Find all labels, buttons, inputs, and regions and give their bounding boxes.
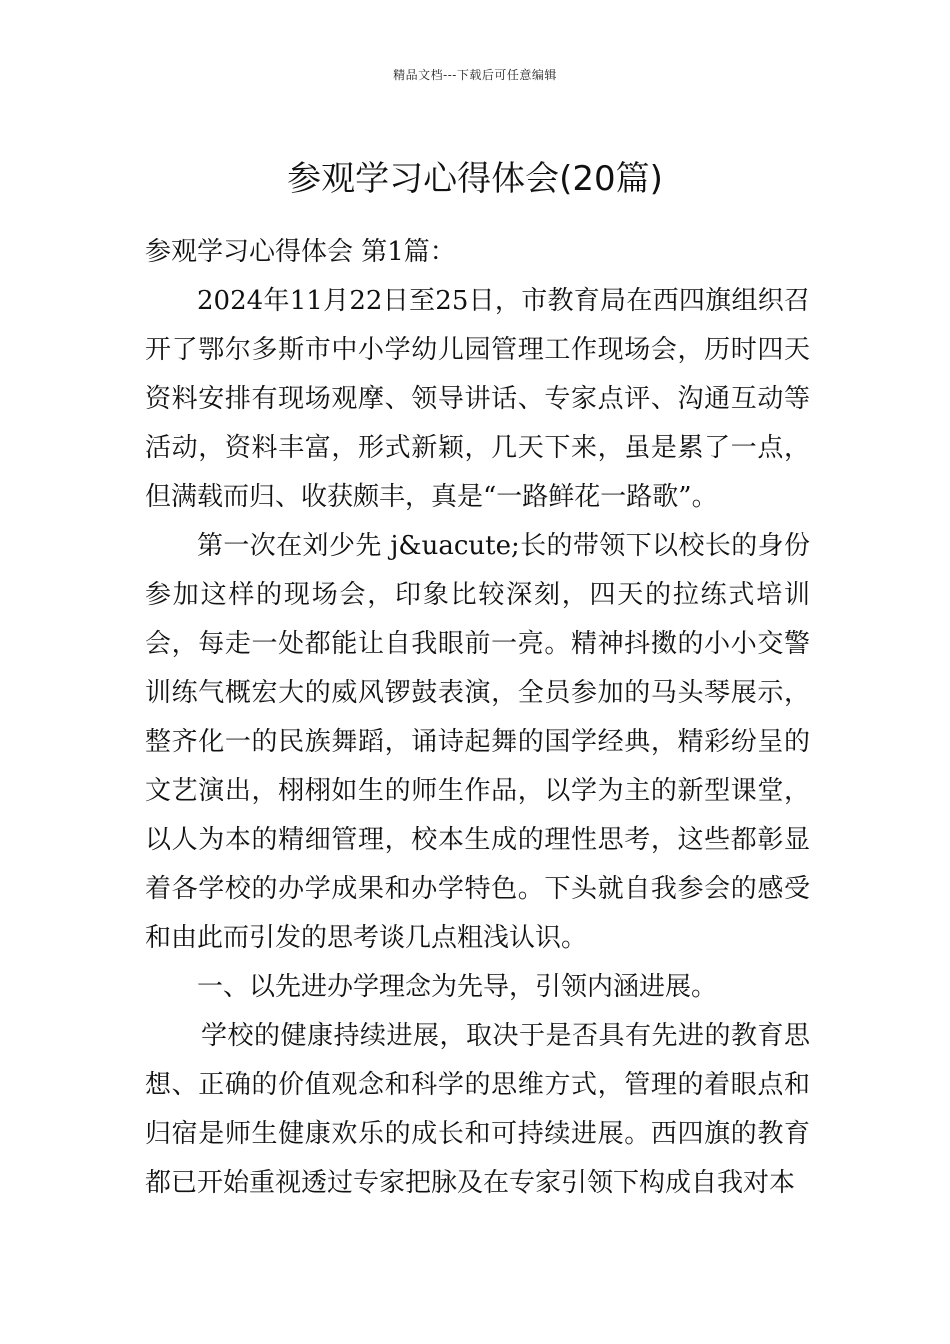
document-body: [145, 228, 810, 1208]
paragraph-3: 学校的健康持续进展，取决于是否具有先进的教育思想、正确的价值观念和科学的思维方式，管理的着眼点和归宿是师生健康欢乐的成长和可持续进展。西四旗的教育都已开始重视透过专家把脉及在专家引领下构成自我对本: [145, 1021, 810, 1198]
paragraph-1: 2024年11月22日至25日，市教育局在西四旗组织召开了鄂尔多斯市中小学幼儿园管理工作现场会，历时四天资料安排有现场观摩、领导讲话、专家点评、沟通互动等活动，资料丰富，形式新颖，几天下来，虽是累了一点，但满载而归、收获颇丰，真是“一路鲜花一路歌”。: [145, 286, 810, 512]
subheading-1: 一、以先进办学理念为先导，引领内涵进展。: [197, 972, 718, 1002]
paragraph-2: 第一次在刘少先 j&uacute;长的带领下以校长的身份参加这样的现场会，印象比较深刻，四天的拉练式培训会，每走一处都能让自我眼前一亮。精神抖擞的小小交警训练气概宏大的威风锣鼓表演，全员参加的马头琴展示，整齐化一的民族舞蹈，诵诗起舞的国学经典，精彩纷呈的文艺演出，栩栩如生的师生作品，以学为主的新型课堂，以人为本的精细管理，校本生成的理性思考，这些都彰显着各学校的办学成果和办学特色。下头就自我参会的感受和由此而引发的思考谈几点粗浅认识。: [145, 531, 810, 953]
section-heading: 参观学习心得体会 第1篇：: [145, 237, 456, 267]
header-note: 精品文档---下载后可任意编辑: [393, 68, 557, 82]
page-title: 参观学习心得体会(20篇): [287, 158, 663, 199]
